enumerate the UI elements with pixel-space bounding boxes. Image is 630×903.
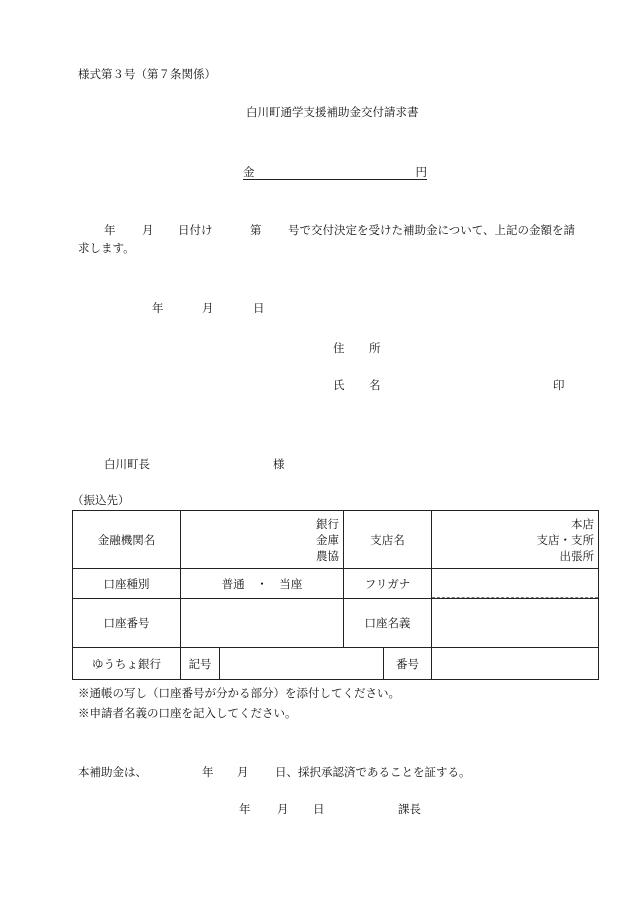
bango-field[interactable]	[432, 648, 599, 680]
name-label-1: 氏	[333, 378, 345, 392]
institution-field[interactable]	[181, 511, 344, 569]
account-holder-label: 口座名義	[344, 599, 432, 648]
amount-line	[243, 164, 427, 180]
bango-label: 番号	[384, 648, 432, 680]
branch-type-main: 本店	[571, 516, 594, 531]
furigana-label: フリガナ	[344, 569, 432, 599]
body-text: 号で交付決定を受けた補助金について、上記の金額を請	[288, 223, 576, 237]
institution-label: 金融機関名	[73, 511, 181, 569]
amount-yen: 円	[415, 165, 427, 179]
table-row	[73, 648, 599, 680]
kigo-field[interactable]	[220, 648, 384, 680]
branch-label: 支店名	[344, 511, 432, 569]
page-title: 白川町通学支援補助金交付請求書	[246, 105, 419, 119]
date-month: 月	[202, 301, 214, 315]
amount-kin: 金	[243, 165, 255, 179]
address-label-1: 住	[333, 341, 345, 355]
certify-year: 年	[202, 765, 214, 779]
form-number: 様式第３号（第７条関係）	[78, 67, 216, 81]
body-dai: 第	[250, 223, 262, 237]
inst-type-shinkin: 金庫	[316, 532, 339, 547]
body-text-2: 求します。	[78, 241, 135, 255]
name-label-2: 名	[369, 378, 381, 392]
body-dated: 日付け	[178, 223, 213, 237]
branch-type-office: 出張所	[559, 548, 594, 563]
body-month: 月	[142, 223, 154, 237]
footer-year: 年	[239, 802, 251, 816]
inst-type-ja: 農協	[316, 548, 339, 563]
yucho-label: ゆうちょ銀行	[73, 648, 181, 680]
addressee-sama: 様	[273, 457, 285, 471]
account-number-label: 口座番号	[73, 599, 181, 648]
note-passbook: ※通帳の写し（口座番号が分かる部分）を添付してください。	[78, 686, 400, 700]
kigo-label: 記号	[181, 648, 220, 680]
addressee-mayor: 白川町長	[104, 457, 150, 471]
furigana-field[interactable]	[432, 569, 599, 599]
note-account-owner: ※申請者名義の口座を記入してください。	[78, 706, 297, 720]
transfer-label: （振込先）	[72, 493, 130, 507]
account-number-field[interactable]	[181, 599, 344, 648]
account-type-label: 口座種別	[73, 569, 181, 599]
seal-mark: 印	[553, 378, 565, 392]
certify-text: 日、採択承認済であることを証する。	[275, 765, 471, 779]
date-day: 日	[253, 301, 265, 315]
account-holder-field[interactable]	[432, 599, 599, 648]
footer-month: 月	[277, 802, 289, 816]
inst-type-bank: 銀行	[316, 516, 339, 531]
section-chief: 課長	[398, 802, 421, 816]
furigana-dashed-line	[432, 569, 598, 598]
table-row	[73, 599, 599, 648]
table-row	[73, 511, 599, 569]
address-label-2: 所	[369, 341, 381, 355]
bank-table	[72, 510, 599, 680]
certify-prefix: 本補助金は、	[78, 765, 147, 779]
account-type-options[interactable]: 普通 ・ 当座	[181, 569, 344, 599]
body-year: 年	[104, 223, 116, 237]
branch-type-branch: 支店・支所	[536, 532, 594, 547]
certify-month: 月	[237, 765, 249, 779]
footer-day: 日	[313, 802, 325, 816]
table-row	[73, 569, 599, 599]
date-year: 年	[152, 301, 164, 315]
branch-field[interactable]	[432, 511, 599, 569]
